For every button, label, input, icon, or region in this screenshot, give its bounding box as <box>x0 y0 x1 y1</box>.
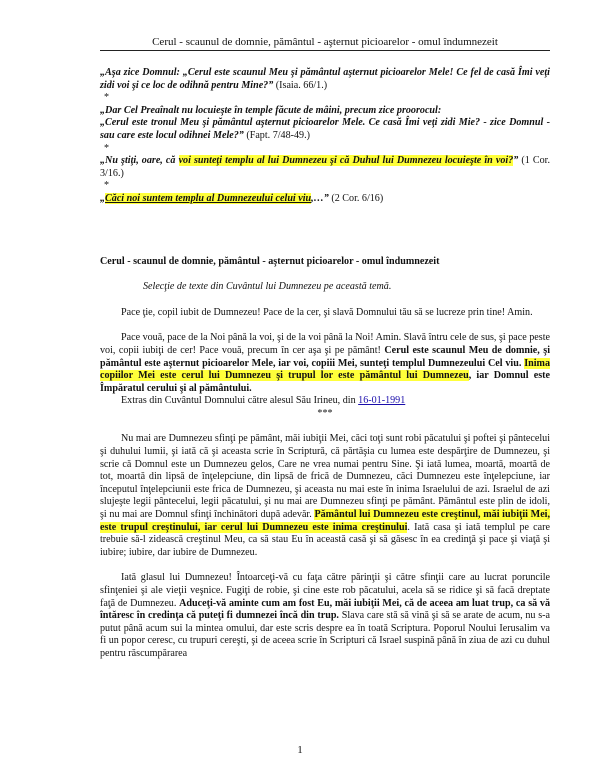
bold-text: Aduceţi-vă aminte cum am fost Eu, măi iubiţii Mei, că de aceea am luat trup, ca să vă întăresc în credinţa că puteţi fi dumnezei încă din trup. <box>100 597 550 622</box>
quote-reference: (Isaia. 66/1.) <box>273 79 328 91</box>
quote-text: ” <box>513 155 519 167</box>
section-title: Cerul - scaunul de domnie, pământul - aşternut picioarelor - omul îndumnezeit <box>100 255 440 267</box>
quote-2cor <box>100 193 550 206</box>
quote-separator: * <box>104 180 110 192</box>
paragraph-voice-of-god <box>100 572 550 660</box>
quote-highlight: voi sunteţi templu al lui Dumnezeu şi că Duhul lui Dumnezeu locuieşte în voi? <box>178 155 514 167</box>
quote-text: ,…” <box>311 192 329 204</box>
quote-1cor <box>100 155 550 180</box>
paragraph-no-saints <box>100 433 550 559</box>
document-body <box>100 67 550 661</box>
quote-text: „Cerul este tronul Meu şi pământul aşternut picioarelor Mele. Ce casă Îmi veţi zidi Mie? - zice Domnul - sau care este locul odihnei Mele?” <box>100 117 550 141</box>
quote-reference: (2 Cor. 6/16) <box>328 192 384 204</box>
bold-text: , iar Domnul este Împăratul cerului şi al pământului. <box>100 370 550 394</box>
date-link[interactable]: 16-01-1991 <box>358 395 406 407</box>
quote-separator: * <box>104 142 110 154</box>
paragraph-text: Iată glasul lui Dumnezeu! Întoarceţi-vă cu faţa către părinţii şi către sfinţii care au lucrat poruncile sfinţeniei şi ale vieţii veşnice. Fugiţi de robie, şi cine este rob păcatului, acela să se ridice şi să facă dreptate faţă de Dumnezeu. <box>100 572 550 609</box>
paragraph-text: . Iată casa şi iată templul pe care trebuie să-l zidească creştinul Meu, ca să stau Eu în această casă şi să găsesc în ea credinţă şi pace şi viaţă şi iubire; iubire, dar iubire de Dumnezeu. <box>100 521 550 558</box>
extract-text: Extras din Cuvântul Domnului către alesul Său Irineu, din <box>121 395 359 407</box>
paragraph-text: Nu mai are Dumnezeu sfinţi pe pământ, măi iubiţii Mei, căci toţi sunt robi păcatului şi poftei şi pântecelui şi duhului lumii, şi iată că şi aceasta scrie în Scriptură, că părtăşia cu lumea este despărţire de Dumnezeu, şi scrie că Domnul este un Dumnezeu gelos, Care ne vrea numai pentru Sine. Şi iată lumea, moartă, moartă de tot, moartă din lipsă de înţelepciune, din lipsă de frică de Dumnezeu, căci Dumnezeu este înţelepciune, iar începutul înţelepciunii este frica de Dumnezeu, şi aceasta nu mai este în inima Israelului de azi. Israelul de azi slujeşte legii pântecelui, legii păcatului, şi nu mai are Dumnezeu sfinţi pe pământ. Pământul este plin de idoli, şi nu mai are Domnul sfinţi închinători după adevăr. <box>100 433 550 521</box>
paragraph-text: Slava care stă să vină şi să se arate de acum, nu s-a putut până acum sui la mintea omului, dar este scris despre ea în toată Scriptura. Poporul Noului Ierusalim va fi un popor ceresc, cu trupuri cereşti, şi de aceea scrie în Scripturi că Israel suspină până în ziua de azi cu duhul pentru răscumpărarea <box>100 610 550 659</box>
paragraph-greeting: Pace ţie, copil iubit de Dumnezeu! Pace de la cer, şi slavă Domnului tău să se lucreze prin tine! Amin. <box>121 306 533 318</box>
extract-source <box>100 395 550 408</box>
quote-reference: (1 Cor. 3/16.) <box>100 155 551 179</box>
section-subtitle: Selecţie de texte din Cuvântul lui Dumnezeu pe această temă. <box>143 281 392 293</box>
quote-separator: * <box>104 92 110 104</box>
page-header: Cerul - scaunul de domnie, pământul - aşternut picioarelor - omul îndumnezeit <box>100 36 550 51</box>
quote-reference: (Fapt. 7/48-49.) <box>243 129 310 141</box>
quote-text: „ <box>100 192 106 204</box>
quote-text: „Dar Cel Preaînalt nu locuieşte în temple făcute de mâini, precum zice proorocul: <box>100 104 442 116</box>
paragraph-peace <box>100 332 550 395</box>
quote-text: „Nu ştiţi, oare, că <box>100 155 179 167</box>
highlighted-text: Pământul lui Dumnezeu este creştinul, măi iubiţii Mei, este trupul creştinului, iar cerul lui Dumnezeu este inima creştinului <box>100 509 551 533</box>
bold-text: Cerul este scaunul Meu de domnie, şi pământul este aşternut picioarelor Mele, iar voi, copiii Mei, sunteţi templul Dumnezeului Cel viu. <box>100 344 550 369</box>
page-number: 1 <box>297 744 303 756</box>
quote-text: „Aşa zice Domnul: „Cerul este scaunul Meu şi pământul aşternut picioarelor Mele! Ce fel de casă Îmi veţi zidi voi şi ce loc de odihnă pentru Mine?” <box>100 67 550 91</box>
highlighted-text: Inima copiilor Mei este cerul lui Dumnezeu şi trupul lor este pământul lui Dumnezeu <box>100 357 550 382</box>
quote-highlight: Căci noi suntem templu al Dumnezeului celui viu <box>105 192 312 204</box>
quote-acts <box>100 105 550 143</box>
paragraph-text: Pace vouă, pace de la Noi până la voi, şi de la voi până la Noi! Amin. Slavă întru cele de sus, şi pace peste voi, copii iubiţi de cer! Pace vouă, precum în cer aşa şi pe pământ! <box>100 332 550 356</box>
section-stars: *** <box>317 407 333 419</box>
quote-isaiah <box>100 67 550 92</box>
